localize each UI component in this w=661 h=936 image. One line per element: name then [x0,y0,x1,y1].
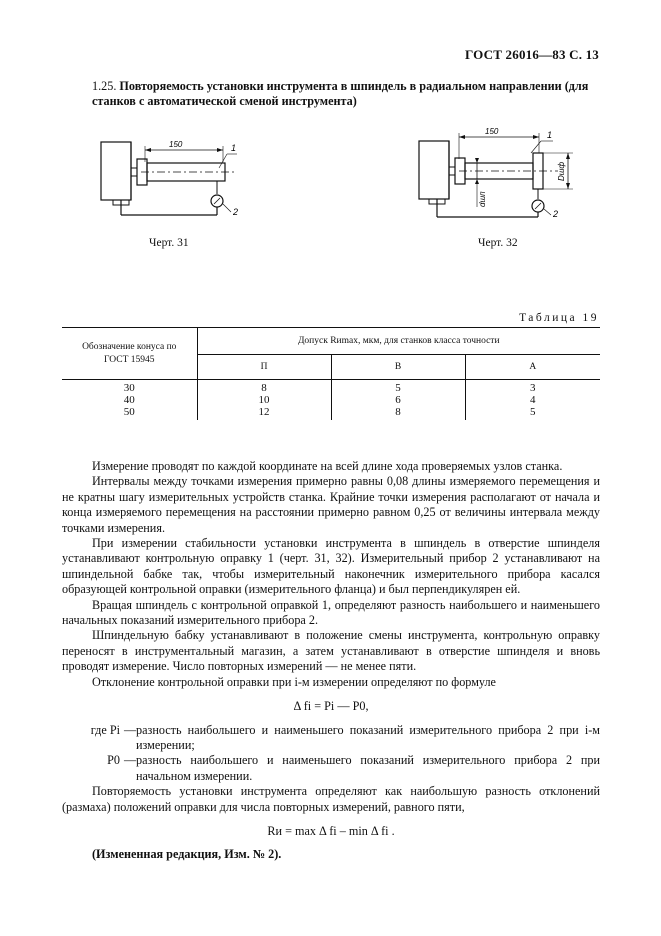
table-19-title: Таблица 19 [519,312,599,324]
fig32-dim-label: 150 [485,127,499,136]
cell-p: 12 [197,406,331,420]
def-1-text: разность наибольшего и наименьшего показаний измерительного прибора 2 при i-м измерении; [136,722,600,752]
table-header-class-v: В [331,355,465,380]
def-1-label: где Pi [90,722,120,737]
def-2-text: разность наибольшего и наименьшего показаний измерительного прибора 2 при начальном измерении. [136,753,600,783]
figure-32-drawing [413,127,583,237]
cell-cone: 30 [123,382,135,394]
figure-31-drawing [95,132,255,237]
tolerance-table [62,327,600,420]
fig32-D-shf-label: Dшф [557,161,566,181]
fig31-label-2: 2 [233,207,239,217]
fig32-label-2: 2 [553,209,559,219]
paragraph-7: Повторяемость установки инструмента определяют как наибольшую разность отклонений (размаха) положений оправки для числа повторных измерений, равного пяти, [62,784,600,814]
body-text [62,459,600,863]
figure-31-caption: Черт. 31 [149,237,189,249]
section-heading [92,79,602,109]
fig32-d-shp-label: dшп [478,191,487,207]
cell-a: 5 [465,406,600,420]
cell-v: 8 [331,406,465,420]
fig31-dim-label: 150 [169,140,183,149]
paragraph-6: Отклонение контрольной оправки при i-м измерении определяют по формуле [92,674,496,689]
paragraph-5: Шпиндельную бабку устанавливают в положение смены инструмента, контрольную оправку переносят в инструментальный магазин, а затем устанавливают в отверстие шпинделя и вновь проводят измерение. Число повторных измерений — не менее пяти. [62,628,600,674]
paragraph-1: Измерение проводят по каждой координате на всей длине хода проверяемых узлов станка. [92,459,563,473]
definitions: где Pi — разность наибольшего и наименьшего показаний измерительного прибора 2 при i-м измерении; P0 — разность наибольшего и наименьшего показаний измерительного прибора 2 при начальном измерении. [62,723,600,785]
formula-repeatability: Rи = max Δ fi – min Δ fi . [267,823,395,838]
figure-32-caption: Черт. 32 [478,237,518,249]
section-number: 1.25. [92,79,117,93]
paragraph-2: Интервалы между точками измерения примерно равны 0,08 длины измеряемого перемещения и не кратны шагу измерительных устройств станка. Крайние точки измерения располагают от начала и конца измеряемого перемещения на расстоянии примерно равном 0,25 от величины интервала между точками измерения. [62,474,600,535]
paragraph-3: При измерении стабильности установки инструмента в шпиндель в отверстие шпинделя устанавливают контрольную оправку 1 (черт. 31, 32). Измерительный прибор 2 устанавливают на шпиндельной бабке так, чтобы измерительный наконечник измерительного прибора касался образующей контрольной оправки (измерительного фланца) и был перпендикулярен ей. [62,536,600,597]
cell-a: 4 [465,394,600,406]
table-header-class-p: П [197,355,331,380]
formula-deviation: Δ fi = Pi — P0, [293,699,369,714]
cell-cone: 40 [123,394,135,406]
fig32-label-1: 1 [547,130,553,140]
cell-p: 10 [197,394,331,406]
cell-cone: 50 [123,406,135,418]
cell-p: 8 [197,380,331,395]
page-header: ГОСТ 26016—83 С. 13 [465,47,599,62]
table-row [62,394,600,406]
cell-v: 5 [331,380,465,395]
table-row [62,406,600,420]
table-header-tolerance: Допуск Rиmax, мкм, для станков класса точности [197,328,600,355]
table-header-class-a: А [465,355,600,380]
cell-a: 3 [465,380,600,395]
fig31-label-1: 1 [231,143,237,153]
cell-v: 6 [331,394,465,406]
section-title: Повторяемость установки инструмента в шпиндель в радиальном направлении (для станков с автоматической сменой инструмента) [92,79,589,108]
def-2-label: P0 [107,753,120,768]
amendment-note: (Измененная редакция, Изм. № 2). [92,847,282,862]
table-header-cone: Обозначение конуса по ГОСТ 15945 [62,328,197,380]
paragraph-4: Вращая шпиндель с контрольной оправкой 1, определяют разность наибольшего и наименьшего начальных показаний измерительного прибора 2. [62,597,600,628]
table-row [62,380,600,395]
